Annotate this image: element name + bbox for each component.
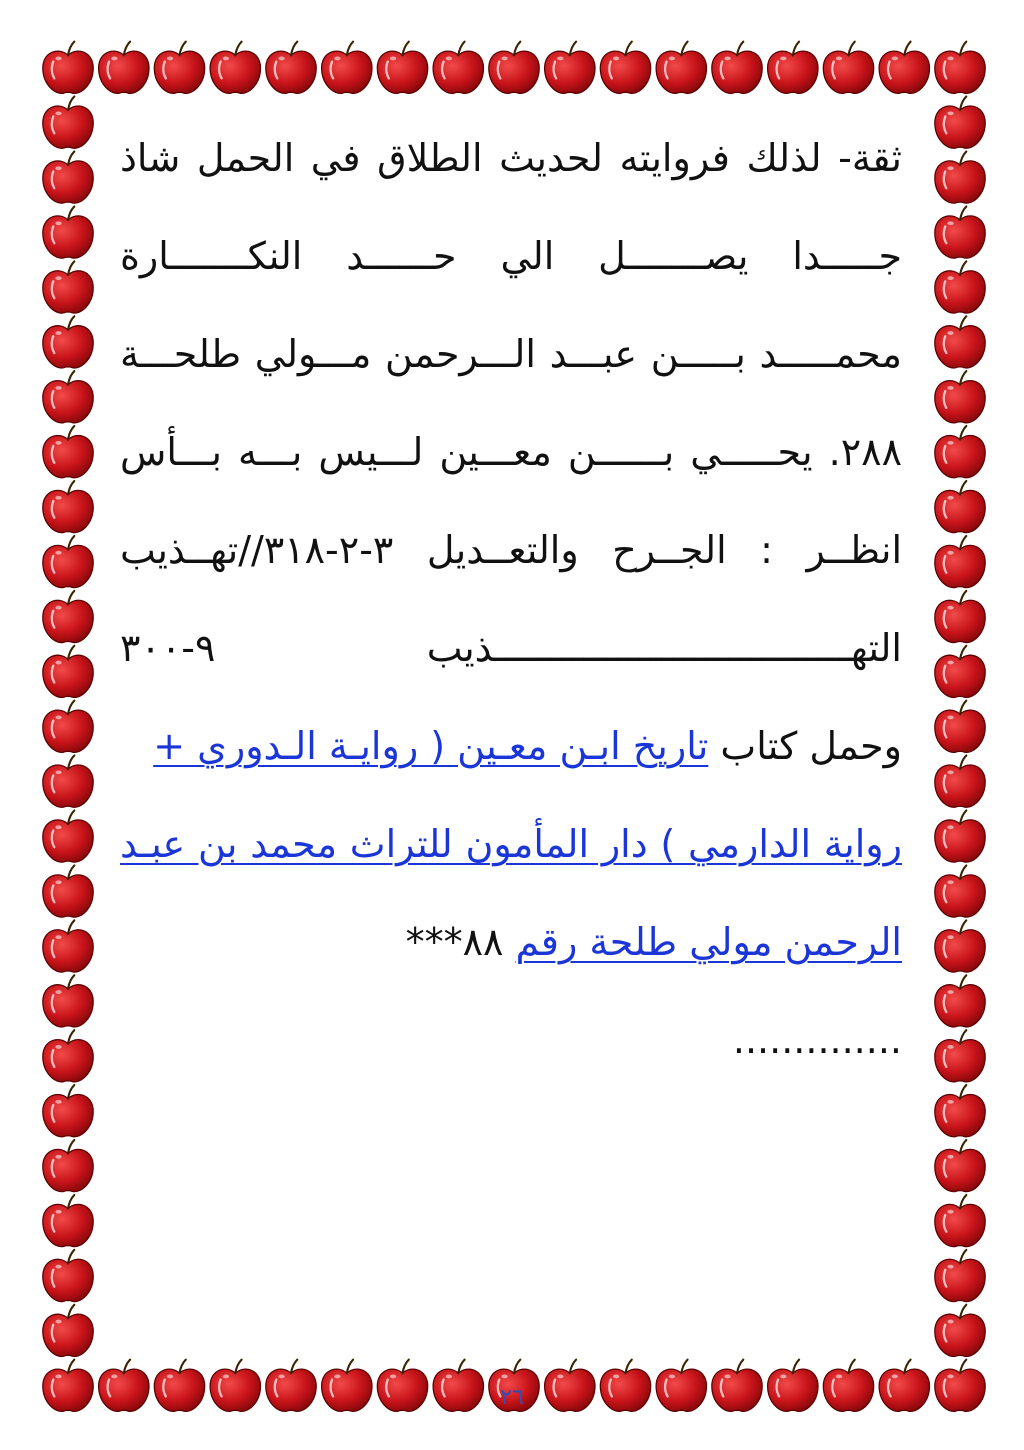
apple-icon — [43, 810, 93, 862]
apple-icon — [600, 42, 650, 94]
page-number: ٢٦ — [500, 1385, 524, 1410]
text-line: محمـــــد بـــــن عبـــد الـــرحمن مـــولي طلحـــة — [120, 332, 902, 376]
reference-prefix: وحمل كتاب — [708, 724, 902, 768]
apple-icon — [879, 42, 929, 94]
reference-line — [120, 706, 902, 804]
text-line: ثقة- لذلك فروايته لحديث الطلاق في الحمل شاذ — [120, 136, 902, 180]
apple-icon — [935, 151, 985, 203]
reference-number: ٨٨*** — [405, 920, 516, 964]
apple-icon — [43, 371, 93, 423]
apple-icon — [43, 646, 93, 698]
apple-icon — [935, 920, 985, 972]
apple-icon — [43, 865, 93, 917]
apple-icon — [43, 920, 93, 972]
book-link-continued[interactable]: رواية الدارمي ) دار المأمون للتراث محمد بن عبـد — [120, 822, 902, 866]
apple-icon — [935, 1305, 985, 1357]
text-line: جـــــدا يصـــــــل الي حــــــد النكـــــــارة — [120, 234, 902, 278]
apple-icon — [935, 42, 985, 94]
apple-icon — [935, 536, 985, 588]
ellipsis-line: .............. — [732, 1018, 902, 1062]
apple-icon — [43, 261, 93, 313]
apple-icon — [935, 1085, 985, 1137]
book-link-continued[interactable]: الرحمن مولي طلحة رقم — [515, 920, 902, 964]
apple-icon — [935, 1140, 985, 1192]
reference-line — [120, 902, 902, 1000]
apple-icon — [935, 810, 985, 862]
book-link[interactable]: تاريخ ابـن معـين ( روايـة الـدوري + — [153, 724, 709, 768]
apple-icon — [935, 756, 985, 808]
apple-icon — [768, 42, 818, 94]
apple-icon — [656, 42, 706, 94]
apple-icon — [935, 371, 985, 423]
apple-icon — [935, 426, 985, 478]
apple-icon — [377, 42, 427, 94]
apple-icon — [43, 426, 93, 478]
apple-icon — [43, 151, 93, 203]
apple-icon — [43, 1030, 93, 1082]
apple-icon — [43, 1305, 93, 1357]
apple-icon — [43, 701, 93, 753]
apple-icon — [43, 42, 93, 94]
apple-icon — [43, 206, 93, 258]
apple-icon — [935, 591, 985, 643]
apple-icon — [935, 97, 985, 149]
apple-icon — [935, 701, 985, 753]
apple-icon — [99, 42, 149, 94]
apple-icon — [210, 42, 260, 94]
text-line: ٢٨٨. يحـــــي بــــــن معـــين لـــيس بـــه بـــأس — [120, 430, 902, 474]
apple-icon — [935, 206, 985, 258]
apple-icon — [43, 536, 93, 588]
apple-icon — [712, 42, 762, 94]
apple-icon — [935, 316, 985, 368]
apple-icon — [322, 42, 372, 94]
apple-icon — [43, 1195, 93, 1247]
apple-icon — [545, 42, 595, 94]
document-body — [120, 118, 902, 1098]
apple-icon — [935, 261, 985, 313]
apple-icon — [266, 42, 316, 94]
apple-icon — [43, 591, 93, 643]
apple-icon — [433, 42, 483, 94]
apple-icon — [935, 1250, 985, 1302]
apple-icon — [43, 1250, 93, 1302]
apple-icon — [43, 756, 93, 808]
reference-line — [120, 804, 902, 902]
apple-icon — [43, 481, 93, 533]
text-line: انظــر : الجــرح والتعــديل ٣-٢-٣١٨//تهــذيب — [120, 528, 902, 572]
apple-icon — [935, 481, 985, 533]
apple-icon — [43, 1085, 93, 1137]
apple-icon — [43, 975, 93, 1027]
apple-icon — [154, 42, 204, 94]
apple-icon — [43, 97, 93, 149]
apple-icon — [823, 42, 873, 94]
apple-icon — [935, 1030, 985, 1082]
text-line: التهــــــــــــــــــــــــــــــــذيب ٩-٣٠٠ — [120, 626, 902, 670]
apple-icon — [43, 316, 93, 368]
apple-icon — [935, 865, 985, 917]
apple-icon — [43, 1140, 93, 1192]
apple-icon — [489, 42, 539, 94]
apple-icon — [935, 975, 985, 1027]
apple-icon — [935, 646, 985, 698]
apple-icon — [935, 1195, 985, 1247]
